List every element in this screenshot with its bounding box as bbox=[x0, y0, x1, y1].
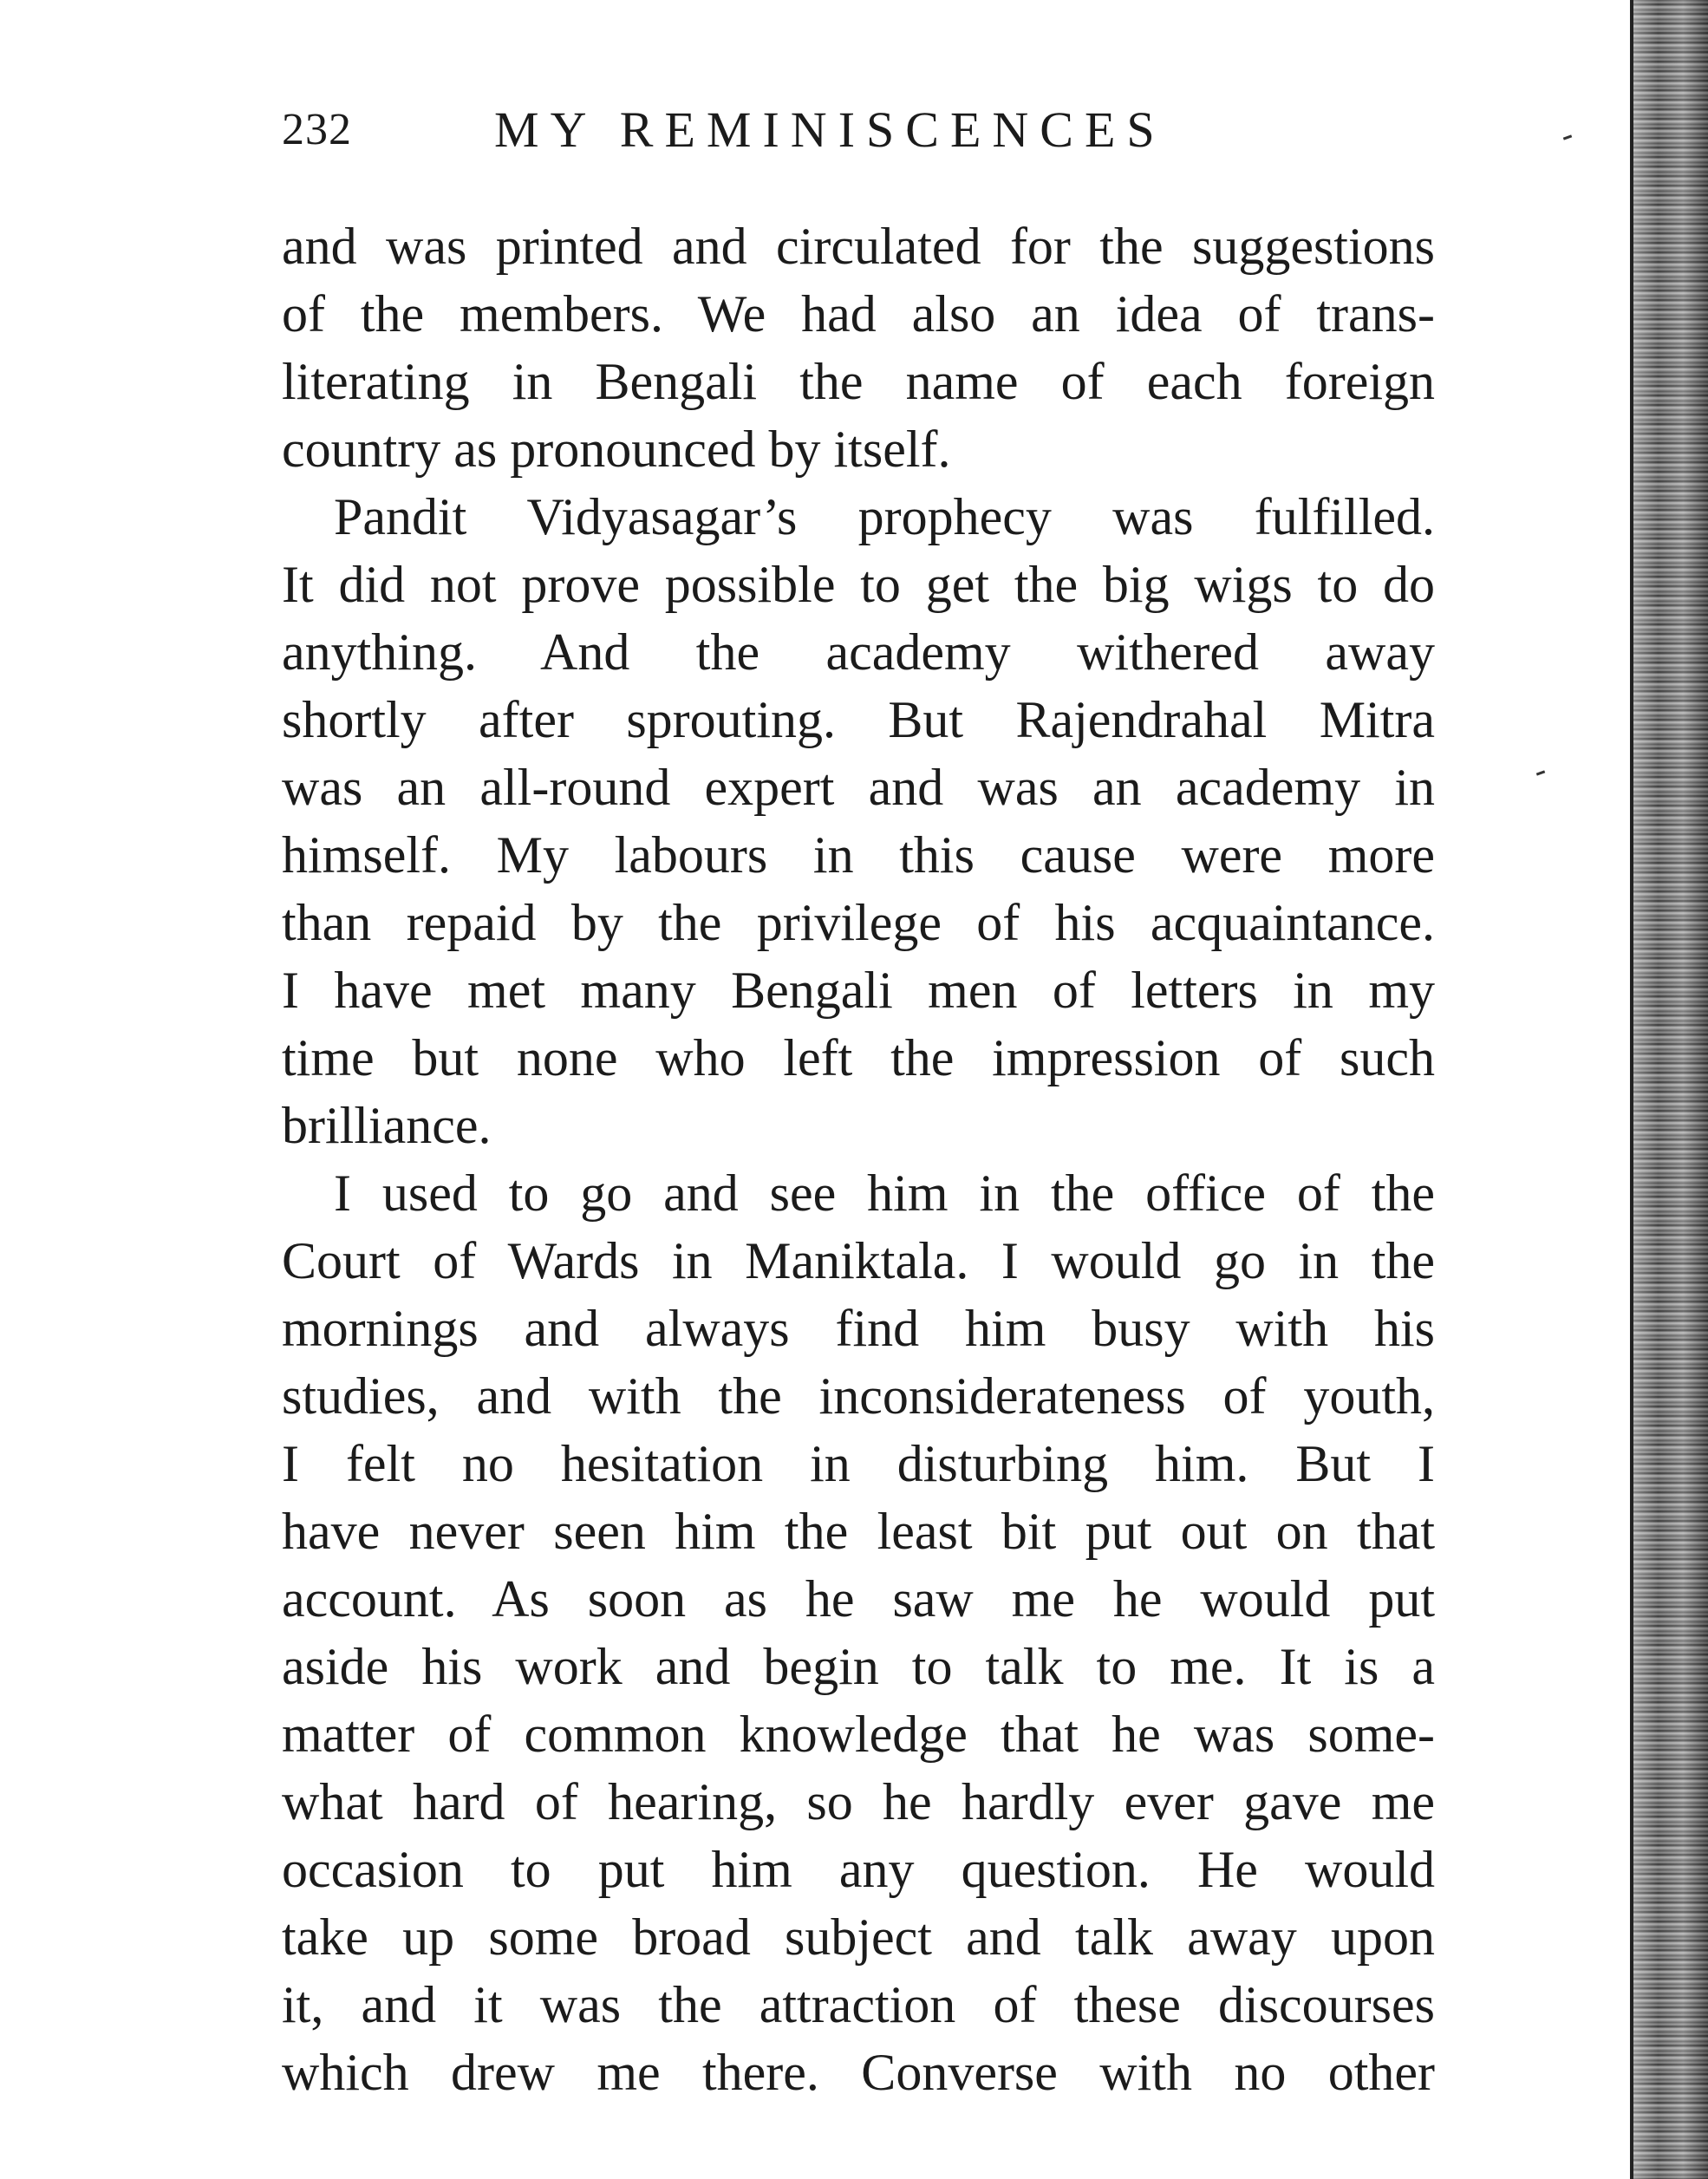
text-line: studies, and with the inconsiderateness of youth, bbox=[282, 1367, 1435, 1425]
page-number: 232 bbox=[282, 105, 352, 154]
text-line: account. As soon as he saw me he would put bbox=[282, 1570, 1435, 1628]
text-line: mornings and always find him busy with his bbox=[282, 1300, 1435, 1357]
body-text bbox=[282, 212, 1435, 2106]
text-line: and was printed and circulated for the suggestions bbox=[282, 218, 1435, 275]
text-line: time but none who left the impression of such bbox=[282, 1029, 1435, 1086]
text-line: it, and it was the attraction of these discourses bbox=[282, 1976, 1435, 2033]
text-line: which drew me there. Converse with no other bbox=[282, 2044, 1435, 2101]
text-line: himself. My labours in this cause were more bbox=[282, 826, 1435, 884]
text-line: of the members. We had also an idea of trans- bbox=[282, 285, 1435, 343]
running-title: MY REMINISCENCES bbox=[494, 101, 1166, 158]
text-line: have never seen him the least bit put out on that bbox=[282, 1503, 1435, 1560]
text-line: what hard of hearing, so he hardly ever gave me bbox=[282, 1773, 1435, 1830]
scan-speck bbox=[1536, 770, 1545, 775]
text-line: was an all-round expert and was an academy in bbox=[282, 759, 1435, 816]
text-line: Pandit Vidyasagar’s prophecy was fulfilled. bbox=[334, 488, 1435, 545]
text-line: Court of Wards in Maniktala. I would go in the bbox=[282, 1232, 1435, 1289]
running-head bbox=[282, 95, 1435, 173]
text-line: It did not prove possible to get the big wigs to do bbox=[282, 556, 1435, 613]
text-line: aside his work and begin to talk to me. It is a bbox=[282, 1638, 1435, 1695]
text-line: take up some broad subject and talk away upon bbox=[282, 1908, 1435, 1966]
text-line: occasion to put him any question. He would bbox=[282, 1841, 1435, 1898]
scan-speck bbox=[1563, 134, 1572, 140]
text-line: country as pronounced by itself. bbox=[282, 421, 951, 478]
text-line: I have met many Bengali men of letters in my bbox=[282, 962, 1435, 1019]
text-line: anything. And the academy withered away bbox=[282, 623, 1435, 681]
text-line: literating in Bengali the name of each foreign bbox=[282, 353, 1435, 410]
spine-border bbox=[1630, 0, 1633, 2179]
spine-shading bbox=[1633, 0, 1708, 2179]
text-line: matter of common knowledge that he was some- bbox=[282, 1706, 1435, 1763]
text-line: shortly after sprouting. But Rajendrahal Mitra bbox=[282, 691, 1435, 748]
text-line: I felt no hesitation in disturbing him. But I bbox=[282, 1435, 1435, 1492]
text-line: brilliance. bbox=[282, 1097, 492, 1154]
text-line: than repaid by the privilege of his acquaintance. bbox=[282, 894, 1435, 951]
text-line: I used to go and see him in the office of the bbox=[334, 1165, 1435, 1222]
